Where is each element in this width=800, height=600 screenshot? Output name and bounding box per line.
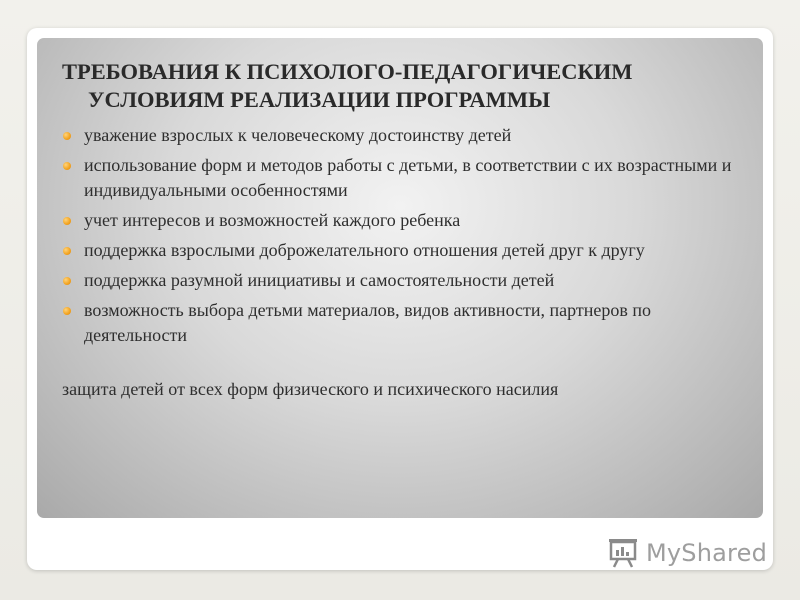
bullet-dot-icon [63,307,71,315]
bullet-text: поддержка взрослыми доброжелательного отношения детей друг к другу [84,240,645,260]
bullet-text: использование форм и методов работы с детьми, в соответствии с их возрастными и индивидуальными особенностями [84,155,732,200]
bullet-text: поддержка разумной инициативы и самостоятельности детей [84,270,555,290]
watermark-logo[interactable] [606,536,767,570]
watermark-text: MyShared [646,539,768,567]
bullet-item [62,208,752,233]
footer-statement: защита детей от всех форм физического и психического насилия [62,379,559,399]
bullet-dot-icon [63,217,71,225]
bullet-item [62,123,752,148]
bullet-item [62,298,752,348]
bullet-dot-icon [63,247,71,255]
bullet-dot-icon [63,132,71,140]
bullet-text: учет интересов и возможностей каждого ребенка [84,210,461,230]
bullet-item [62,153,752,203]
bullet-item [62,238,752,263]
bullet-dot-icon [63,277,71,285]
bullet-dot-icon [63,162,71,170]
slide-title-line-1: ТРЕБОВАНИЯ К ПСИХОЛОГО-ПЕДАГОГИЧЕСКИМ [62,59,633,84]
slide-content [62,58,752,402]
bullet-item [62,268,752,293]
presentation-board-icon [606,537,640,569]
slide-title-line-2: УСЛОВИЯМ РЕАЛИЗАЦИИ ПРОГРАММЫ [88,87,551,112]
bullet-text: возможность выбора детьми материалов, видов активности, партнеров по деятельности [84,300,652,345]
bullet-text: уважение взрослых к человеческому достоинству детей [84,125,512,145]
bullet-list [62,123,752,348]
slide-title [62,58,752,114]
